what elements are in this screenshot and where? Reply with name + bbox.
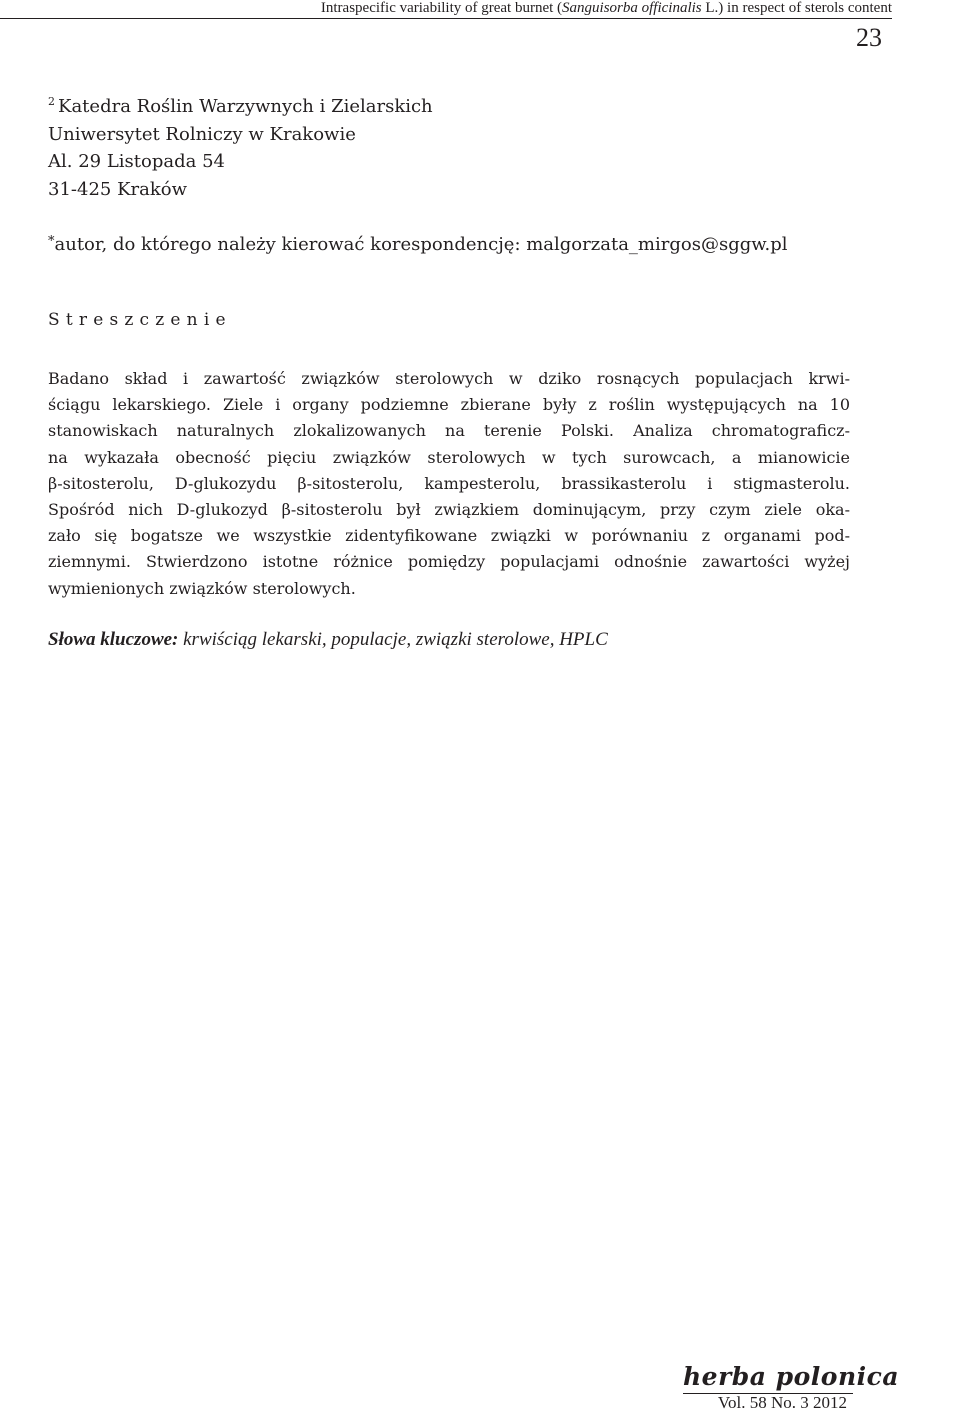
journal-logo: herba polonica — [683, 1362, 900, 1391]
correspondence-text: autor, do którego należy kierować korespondencję: malgorzata_mirgos@sggw.pl — [54, 234, 788, 255]
affiliation-block — [48, 88, 433, 203]
affiliation-line: Uniwersytet Rolniczy w Krakowie — [48, 123, 356, 145]
abstract-line: stanowiskach naturalnych zlokalizowanych na terenie Polski. Analiza chromatograficz- — [48, 421, 850, 441]
page-number: 23 — [856, 23, 882, 52]
running-head-text-end: L.) in respect of sterols content — [701, 0, 892, 16]
correspondence-marker: * — [48, 234, 55, 249]
abstract-line: β-sitosterolu, D-glukozydu β-sitosterolu, kampesterolu, brassikasterolu i stigmasterolu. — [48, 473, 850, 493]
abstract-line: zało się bogatsze we wszystkie zidentyfikowane związki w porównaniu z organami pod- — [48, 526, 850, 546]
correspondence-note — [48, 228, 788, 259]
keywords — [48, 626, 608, 654]
abstract-body — [48, 366, 850, 602]
affiliation-line: Al. 29 Listopada 54 — [48, 151, 225, 172]
running-head-text: Intraspecific variability of great burnet ( — [320, 0, 563, 16]
abstract-line: na wykazała obecność pięciu związków sterolowych w tych surowcach, a mianowicie — [48, 447, 850, 467]
volume-info: Vol. 58 No. 3 2012 — [717, 1393, 847, 1412]
affiliation-line: $^2$ Katedra Roślin Warzywnych i Zielarskich — [48, 95, 433, 117]
abstract-line: wymienionych związków sterolowych. — [48, 578, 356, 598]
abstract-line: Spośród nich D-glukozyd β-sitosterolu był związkiem dominującym, przy czym ziele oka- — [48, 500, 850, 520]
affiliation-line: 31-425 Kraków — [48, 178, 187, 200]
running-head — [0, 0, 892, 19]
running-head-species: Sanguisorba officinalis — [562, 0, 702, 16]
abstract-line: Badano skład i zawartość związków sterolowych w dziko rosnących populacjach krwi- — [48, 369, 850, 388]
affiliation-superscript: 2 — [48, 95, 55, 108]
abstract-line: ziemnymi. Stwierdzono istotne różnice pomiędzy populacjami odnośnie zawartości wyżej — [48, 552, 850, 572]
abstract-line: ściągu lekarskiego. Ziele i organy podziemne zbierane były z roślin występujących na 10 — [48, 395, 850, 415]
keywords-label: Słowa kluczowe: — [48, 629, 179, 650]
keywords-text: krwiściąg lekarski, populacje, związki sterolowe, HPLC — [178, 629, 608, 650]
abstract-heading: Streszczenie — [48, 310, 232, 330]
